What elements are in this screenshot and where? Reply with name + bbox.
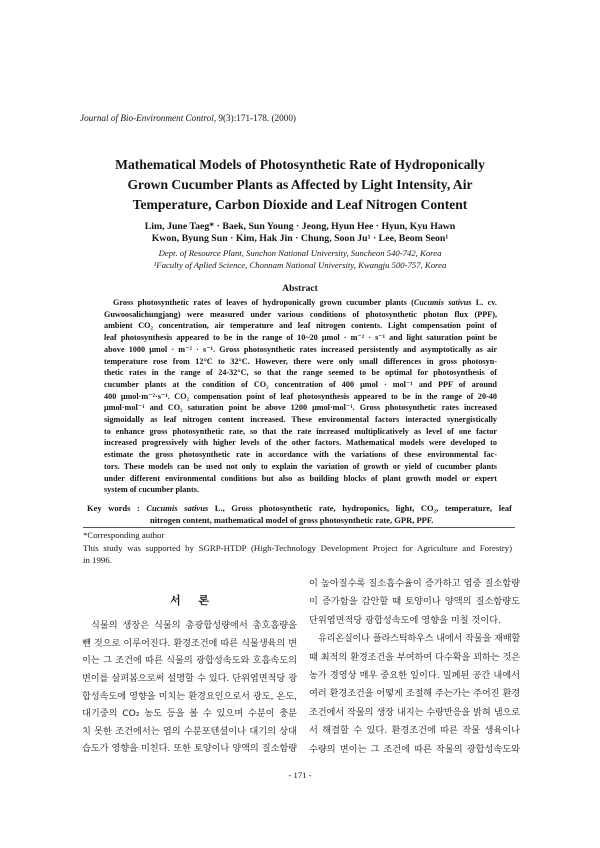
abstract-line: above 1000 μmol · m⁻² · s⁻¹. Gross photosynthetic rates increased persistently and asymptotically as air [104, 344, 497, 354]
abstract-line: 400 μmol·m⁻²·s⁻¹. CO₂ compensation point of leaf photosynthesis appeared to be in the range of 20-40 [104, 391, 497, 401]
title-line: Temperature, Carbon Dioxide and Leaf Nitrogen Content [132, 197, 468, 212]
italic-term: Cucumis sativus [146, 503, 209, 513]
paper-title [50, 155, 550, 215]
section-heading: 서 론 [169, 594, 210, 607]
abstract-heading: Abstract [282, 282, 318, 294]
author-line: Kwon, Byung Sun · Kim, Hak Jin · Chung, Soon Ju¹ · Lee, Beom Seon¹ [151, 233, 449, 244]
title-line: Mathematical Models of Photosynthetic Rate of Hydroponically [115, 157, 485, 172]
abstract-line: tors. These models can be used not only to explain the variation of growth or yield of cucumber plants [104, 461, 497, 471]
text-run: L. cv. [471, 298, 497, 307]
abstract-line: under different environmental conditions but also as building blocks of plant growth model or expert [104, 473, 497, 483]
body-line: 단위엽면적당 광합성속도에 영향을 미칠 것이다. [309, 614, 502, 626]
right-column [309, 575, 520, 759]
paragraph [309, 630, 520, 759]
journal-citation [80, 111, 296, 125]
paragraph [309, 575, 520, 630]
abstract-line: leaf photosynthesis appeared to be in the range of 10~20 μmol · m⁻² · s⁻¹ and light saturation point be [104, 333, 497, 343]
abstract-line: temperature rose from 12°C to 32°C. However, there were only small differences in gross photosyn- [104, 356, 497, 366]
affiliations [50, 248, 550, 271]
funding-note [83, 542, 512, 566]
title-line: Grown Cucumber Plants as Affected by Light Intensity, Air [127, 177, 473, 192]
footnote-rule [83, 527, 515, 528]
abstract-line: sigmoidally as leaf nitrogen content increased. These environmental factors interacted synergistically [104, 415, 497, 425]
body-line: 서 해결할 수 있다. 환경조건에 따른 작물 생육이나 [309, 725, 520, 737]
abstract-line: estimate the gross photosynthetic rate in accordance with the variations of these environmental fac- [104, 450, 497, 460]
keywords-line: nitrogen content, mathematical model of gross photosynthetic rate, GPR, PPF. [150, 515, 434, 526]
body-line: 여러 환경조건을 어떻게 조절해 주는가는 주어진 환경 [309, 688, 520, 700]
body-line: 이 높아질수록 질소흡수율이 증가하고 엽중 질소함량 [309, 578, 520, 589]
body-line: 변이를 살펴봄으로써 설명할 수 있다. 단위엽면적당 광 [82, 672, 297, 684]
page-number: - 171 - [288, 770, 312, 780]
funding-line: in 1996. [83, 555, 112, 565]
keywords [87, 502, 512, 526]
keywords-line [87, 502, 512, 514]
corresponding-author-note: *Corresponding author [83, 530, 165, 540]
left-column [82, 617, 297, 758]
body-line: 치 못한 조건에서는 엽의 수분포텐셜이나 대기의 상대 [82, 725, 297, 737]
body-line: 이 증가함을 감안할 때 토양이나 양액의 질소함량도 [309, 596, 520, 608]
body-line: 이는 그 조건에 따른 식물의 광합성속도와 호흡속도의 [82, 655, 297, 667]
italic-term: Cucumis sativus [413, 298, 472, 307]
abstract-line [104, 297, 497, 309]
abstract-line: system of cucumber plants. [104, 485, 199, 495]
body-line: 뺀 것으로 이루어진다. 환경조건에 따른 식물생육의 변 [82, 637, 297, 649]
body-line: 농가 경영상 매우 중요한 일이다. 밀폐된 공간 내에서 [309, 670, 520, 682]
funding-line: This study was supported by SGRP-HTDP (High-Technology Development Project for Agriculture and Forestry) [83, 543, 512, 553]
affiliation-line: Dept. of Resource Plant, Sunchon National University, Suncheon 540-742, Korea [158, 248, 442, 258]
abstract-line: cucumber plants at the condition of CO₂ concentration of 400 μmol · mol⁻¹ and PPF of around [104, 379, 497, 389]
body-line: 때 최적의 환경조건을 부여하여 다수확을 꾀하는 것은 [309, 651, 520, 663]
author-line: Lim, June Taeg* · Baek, Sun Young · Jeong, Hyun Hee · Hyun, Kyu Hawn [144, 221, 456, 232]
abstract-line: ambient CO₂ concentration, air temperature and leaf nitrogen contents. Light compensation point of [104, 321, 497, 331]
abstract-line: thetic rates in the range of 24-32°C, so that the range seemed to be optimal for photosynthesis of [104, 368, 497, 378]
text-run: Gross photosynthetic rates of leaves of hydroponically grown cucumber plants ( [113, 298, 414, 307]
body-line: 합성속도에 영향을 미치는 환경요인으로서 광도, 온도, [82, 690, 297, 702]
body-line: 유리온실이나 플라스틱하우스 내에서 작물을 재배할 [318, 633, 520, 645]
body-line: 대기중의 CO₂ 농도 등을 볼 수 있으며 수분이 충분 [82, 708, 297, 720]
paragraph [82, 617, 297, 758]
journal-name: Journal of Bio-Environment Control [80, 113, 214, 123]
affiliation-line: ¹Faculty of Aplied Science, Chonnam National University, Kwangju 500-757, Korea [153, 259, 447, 270]
journal-volume-pages: , 9(3):171-178. (2000) [213, 113, 296, 123]
body-line: 조건에서 작물의 생장 내지는 수량반응을 밝혀 냄으로 [309, 706, 520, 718]
body-line: 식물의 생장은 식물의 총광합성량에서 총호흡량을 [91, 620, 297, 632]
abstract-line: Guwoosalichungjang) were measured under various conditions of photosynthetic photon flux (PPF), [104, 309, 497, 319]
body-line: 습도가 영향을 미친다. 또한 토양이나 양액의 질소함량 [82, 743, 297, 755]
abstract-line: increased progressively with higher levels of the other factors. Mathematical models were developed to [104, 438, 497, 448]
abstract-body [104, 297, 497, 496]
abstract-line: μmol·mol⁻¹ and CO₂ saturation point be above 1200 μmol·mol⁻¹. Gross photosynthetic rates increased [104, 403, 497, 413]
text-run: L., Gross photosynthetic rate, hydroponics, light, CO₂, temperature, leaf [208, 503, 512, 513]
text-run: Key words : [87, 503, 147, 513]
abstract-line: to enhance gross photosynthetic rate, so that the rate increased multiplicatively as level of one factor [104, 426, 497, 436]
body-line: 수량의 변이는 그 조건에 따른 작물의 광합성속도와 [309, 743, 520, 755]
author-list [50, 221, 550, 245]
